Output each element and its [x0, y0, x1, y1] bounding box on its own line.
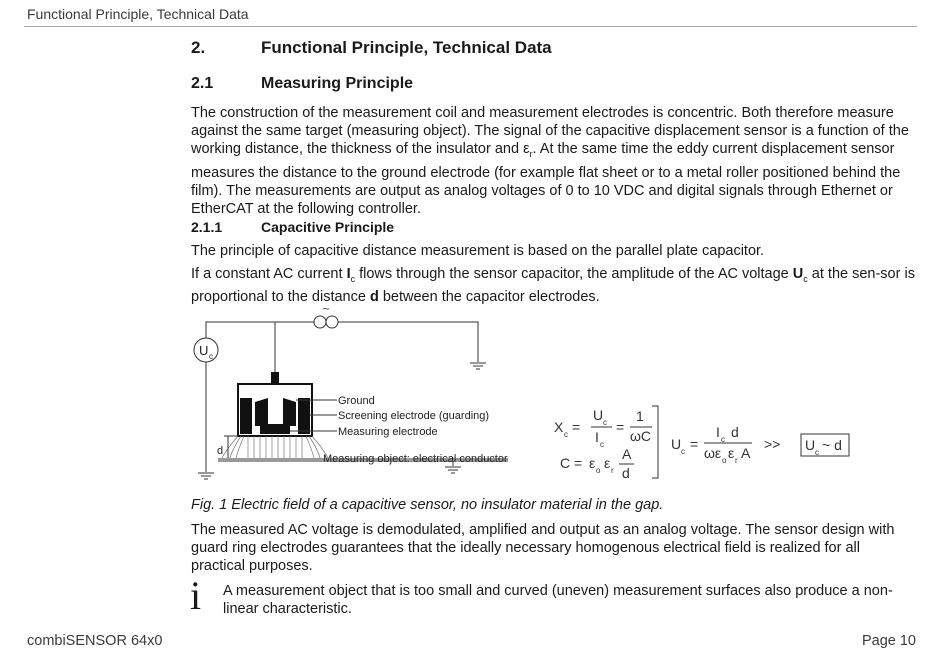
formula-d2: d	[731, 424, 739, 440]
voltage-subscript: c	[803, 273, 808, 284]
formula-eq2: =	[616, 419, 625, 435]
formula-eps-r-sub: r	[611, 466, 614, 475]
info-note: A measurement object that is too small and curved (uneven) measurement surfaces also produce a non-linear characteristic.	[223, 583, 893, 618]
formula-a: A	[622, 446, 632, 462]
formula-d: d	[622, 465, 630, 481]
formula-block	[554, 406, 849, 481]
section-title: Functional Principle, Technical Data	[261, 38, 552, 57]
formula-ic: I	[595, 429, 599, 445]
formula-uc: U	[593, 407, 604, 423]
formula-eq3: =	[574, 455, 583, 471]
label-measuring-object: Measuring object: electrical conductor	[323, 453, 508, 465]
formula-eps-r: ε	[604, 455, 611, 471]
formula-ic2: I	[716, 424, 720, 440]
field-lines	[222, 436, 328, 458]
section-number: 2.	[191, 38, 206, 57]
voltmeter-subscript: c	[209, 352, 213, 361]
formula-xc: X	[554, 419, 564, 435]
subsection-title: Measuring Principle	[261, 75, 414, 92]
ground-symbol-left	[198, 473, 214, 479]
current-text-a: If a constant AC current	[191, 266, 347, 282]
subsubsection-number: 2.1.1	[191, 219, 223, 235]
label-screening-electrode: Screening electrode (guarding)	[338, 410, 490, 422]
formula-denominator-a: A	[741, 445, 751, 461]
figure-caption: Fig. 1 Electric field of a capacitive sensor, no insulator material in the gap.	[191, 497, 664, 513]
distance-label: d	[217, 445, 224, 457]
formula-one: 1	[636, 408, 644, 424]
current-text-c: at the sen-sor is proportional to the distance	[191, 266, 915, 306]
result-u: U	[805, 437, 816, 453]
formula-much-greater: >>	[764, 436, 781, 452]
footer-page: Page 10	[861, 633, 916, 649]
measuring-electrode	[260, 424, 290, 434]
formula-omega-c: ωC	[630, 428, 652, 444]
footer-product: combiSENSOR 64x0	[27, 633, 163, 649]
intro-text-2: . At the same time the eddy current displacement sensor measures the distance to the ground electrode (for example flat sheet or to a metal roller positioned behind the film). The measurements are output as analog voltages of 0 to 10 VDC and digital signals through Ethernet or EtherCAT at the following controller.	[191, 141, 901, 217]
formula-denominator-sub-o: o	[722, 456, 727, 465]
formula-c: C	[560, 455, 571, 471]
formula-denominator: ωε	[704, 445, 722, 461]
formula-ic2-sub: c	[721, 435, 725, 444]
ac-tilde: ~	[322, 302, 330, 316]
subsection-number: 2.1	[191, 75, 214, 92]
label-measuring-electrode: Measuring electrode	[338, 426, 438, 438]
formula-ic-sub: c	[600, 440, 604, 449]
running-header: Functional Principle, Technical Data	[27, 6, 249, 22]
formula-eq4: =	[690, 436, 699, 452]
distance-symbol: d	[369, 289, 379, 306]
info-icon: i	[190, 573, 202, 618]
result-proportional: ~ d	[822, 437, 842, 453]
formula-uc2-sub: c	[681, 447, 685, 456]
formula-eq1: =	[572, 419, 581, 435]
current-text-b: flows through the sensor capacitor, the amplitude of the AC voltage	[355, 266, 793, 282]
label-ground: Ground	[338, 395, 375, 407]
ground-symbol-right	[470, 363, 486, 369]
formula-bracket	[652, 406, 658, 478]
ground-symbol-target	[445, 467, 461, 473]
formula-eps-o: ε	[589, 455, 596, 471]
principle-paragraph: The principle of capacitive distance measurement is based on the parallel plate capacitor.	[191, 243, 765, 259]
formula-xc-sub: c	[564, 430, 568, 439]
formula-eps-o-sub: o	[596, 466, 601, 475]
after-paragraph: The measured AC voltage is demodulated, amplified and output as an analog voltage. The sensor design with guard ring electrodes guarantees that the ideally necessary homogenous electrical field is realized for all practical purposes.	[191, 522, 895, 575]
current-symbol: I	[346, 266, 351, 282]
formula-uc-sub: c	[603, 418, 607, 427]
intro-text-1: The construction of the measurement coil and measurement electrodes is concentric. Both therefore measure against the same target (measuring object). The signal of the capacitive displacement sensor is a function of the working distance, the thickness of the insulator and	[191, 105, 909, 158]
ac-source-icon	[314, 316, 338, 328]
formula-uc2: U	[671, 436, 682, 452]
subsubsection-title: Capacitive Principle	[261, 219, 395, 235]
formula-denominator-sub-r: r	[735, 456, 738, 465]
voltmeter-label: U	[199, 343, 209, 358]
epsilon-symbol: ε	[523, 141, 530, 158]
sensor-connector	[271, 372, 279, 384]
result-u-sub: c	[815, 448, 819, 457]
voltage-symbol: U	[792, 266, 804, 282]
current-text-e: between the capacitor electrodes.	[378, 289, 600, 306]
current-subscript: c	[350, 273, 356, 284]
formula-denominator-eps: ε	[728, 445, 735, 461]
epsilon-subscript: r	[529, 149, 533, 160]
